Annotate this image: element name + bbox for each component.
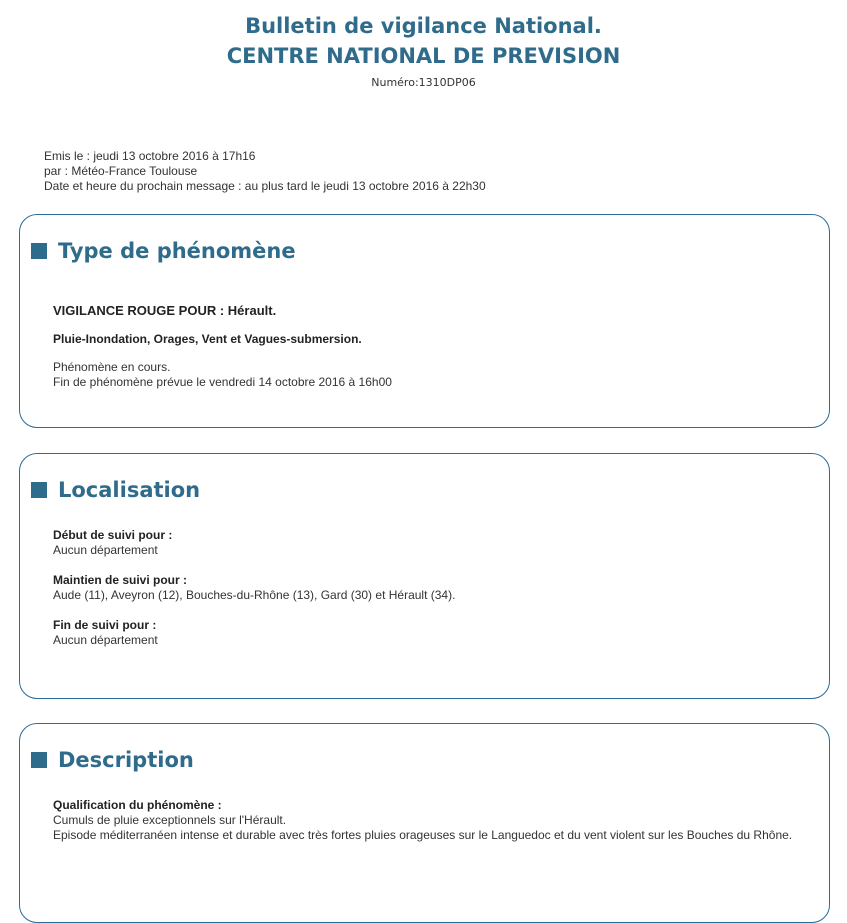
localisation-body [53,528,809,663]
localisation-title: Localisation [58,478,201,502]
loc-fin-label: Fin de suivi pour : [53,618,157,632]
loc-debut-group [53,528,809,558]
vigilance-level: VIGILANCE ROUGE POUR : Hérault. [53,303,277,318]
phenomenon-end: Fin de phénomène prévue le vendredi 14 octobre 2016 à 16h00 [53,375,392,389]
localisation-heading [31,478,200,502]
bulletin-number: Numéro:1310DP06 [371,76,476,89]
type-phenomene-panel [19,214,830,428]
type-phenomene-heading [31,239,296,263]
description-line-1: Cumuls de pluie exceptionnels sur l'Hérault. [53,813,287,827]
type-phenomene-title: Type de phénomène [58,239,296,263]
qualification-label: Qualification du phénomène : [53,798,222,812]
bulletin-header [0,0,847,90]
description-heading [31,748,194,772]
centre-title: CENTRE NATIONAL DE PREVISION [226,44,621,68]
emission-info [44,149,486,194]
next-message-date: Date et heure du prochain message : au plus tard le jeudi 13 octobre 2016 à 22h30 [44,179,486,193]
loc-debut-label: Début de suivi pour : [53,528,173,542]
loc-maintien-value: Aude (11), Aveyron (12), Bouches-du-Rhône (13), Gard (30) et Hérault (34). [53,588,456,602]
localisation-panel [19,453,830,699]
phenomena-list: Pluie-Inondation, Orages, Vent et Vagues-submersion. [53,332,362,346]
description-line-2: Episode méditerranéen intense et durable avec très fortes pluies orageuses sur le Languedoc et du vent violent sur les Bouches du Rhône. [53,828,793,842]
loc-debut-value: Aucun département [53,543,158,557]
type-phenomene-body [53,303,809,390]
bulletin-title: Bulletin de vigilance National. [245,14,602,38]
square-icon [31,482,47,498]
emission-date: Emis le : jeudi 13 octobre 2016 à 17h16 [44,149,256,163]
square-icon [31,243,47,259]
loc-maintien-label: Maintien de suivi pour : [53,573,188,587]
description-title: Description [58,748,194,772]
phenomenon-status: Phénomène en cours. [53,360,171,374]
loc-maintien-group [53,573,809,603]
emission-author: par : Météo-France Toulouse [44,164,198,178]
square-icon [31,752,47,768]
description-body [53,798,809,843]
loc-fin-value: Aucun département [53,633,158,647]
loc-fin-group [53,618,809,648]
description-panel [19,723,830,923]
